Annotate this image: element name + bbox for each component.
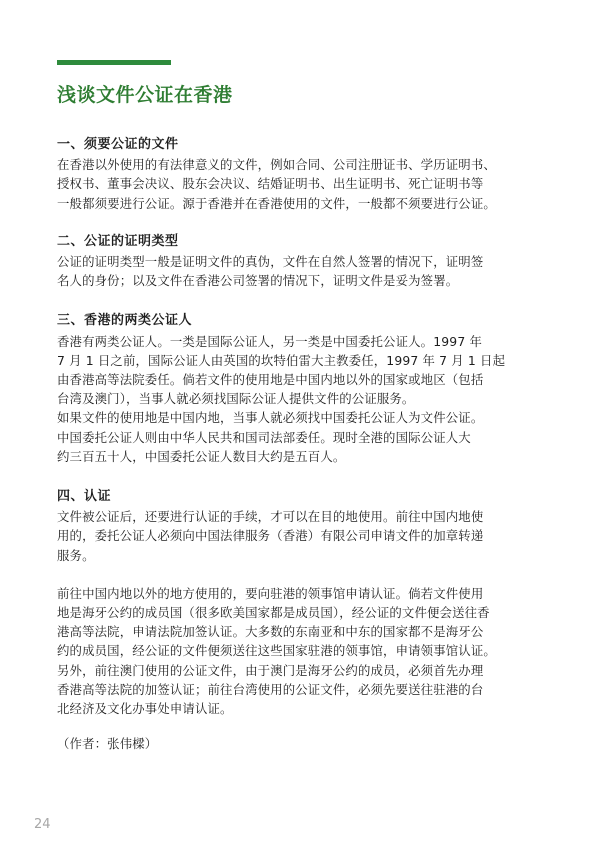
body-line: 名人的身份；以及文件在香港公司签署的情况下，证明文件是妥为签署。 xyxy=(57,273,459,289)
section-heading: 二、公证的证明类型 xyxy=(57,233,179,249)
body-line: 7 月 1 日之前，国际公证人由英国的坎特伯雷大主教委任，1997 年 7 月 1 日起 xyxy=(57,352,506,368)
body-line: 在香港以外使用的有法律意义的文件，例如合同、公司注册证书、学历证明书、 xyxy=(57,157,496,173)
body-line: 授权书、董事会决议、股东会决议、结婚证明书、出生证明书、死亡证明书等 xyxy=(57,176,484,192)
body-line: 约三百五十人，中国委托公证人数目大约是五百人。 xyxy=(57,448,346,464)
body-line: 前往中国内地以外的地方使用的，要向驻港的领事馆申请认证。倘若文件使用 xyxy=(57,585,484,601)
section-notaries xyxy=(57,311,549,466)
section-heading: 三、香港的两类公证人 xyxy=(57,313,193,329)
body-line: 香港有两类公证人。一类是国际公证人，另一类是中国委托公证人。1997 年 xyxy=(57,333,482,349)
body-line: 中国委托公证人则由中华人民共和国司法部委任。现时全港的国际公证人大 xyxy=(57,429,471,445)
body-line: 用的，委托公证人必须向中国法律服务（香港）有限公司申请文件的加章转递 xyxy=(57,528,484,544)
body-line: 地是海牙公约的成员国（很多欧美国家都是成员国），经公证的文件便会送往香 xyxy=(57,605,490,621)
accent-rule xyxy=(57,60,171,65)
body-line: 文件被公证后，还要进行认证的手续，才可以在目的地使用。前往中国内地使 xyxy=(57,509,484,525)
section-heading: 一、须要公证的文件 xyxy=(57,137,179,152)
article-body xyxy=(57,135,549,774)
section-authentication xyxy=(57,487,549,753)
section-documents xyxy=(57,135,549,213)
body-line: 港高等法院，申请法院加签认证。大多数的东南亚和中东的国家都不是海牙公 xyxy=(57,624,484,640)
body-line: 北经济及文化办事处申请认证。 xyxy=(57,701,233,717)
section-types xyxy=(57,232,549,291)
body-line: 另外，前往澳门使用的公证文件，由于澳门是海牙公约的成员，必须首先办理 xyxy=(57,662,484,678)
author-credit: （作者：张伟樑） xyxy=(57,736,158,752)
body-line: 公证的证明类型一般是证明文件的真伪，文件在自然人签署的情况下，证明签 xyxy=(57,254,484,270)
body-line: 由香港高等法院委任。倘若文件的使用地是中国内地以外的国家或地区（包括 xyxy=(57,372,484,388)
paragraph-gap xyxy=(57,565,549,584)
body-line: 香港高等法院的加签认证；前往台湾使用的公证文件，必须先要送往驻港的台 xyxy=(57,681,484,697)
body-line: 台湾及澳门），当事人就必须找国际公证人提供文件的公证服务。 xyxy=(57,391,415,407)
section-heading: 四、认证 xyxy=(57,489,112,505)
page-title: 浅谈文件公证在香港 xyxy=(57,84,233,106)
body-line: 服务。 xyxy=(57,547,95,563)
page-number: 24 xyxy=(34,817,51,832)
body-line: 如果文件的使用地是中国内地，当事人就必须找中国委托公证人为文件公证。 xyxy=(57,410,484,426)
body-line: 约的成员国，经公证的文件便须送往这些国家驻港的领事馆，申请领事馆认证。 xyxy=(57,643,496,659)
body-line: 一般都须要进行公证。源于香港并在香港使用的文件，一般都不须要进行公证。 xyxy=(57,195,496,211)
